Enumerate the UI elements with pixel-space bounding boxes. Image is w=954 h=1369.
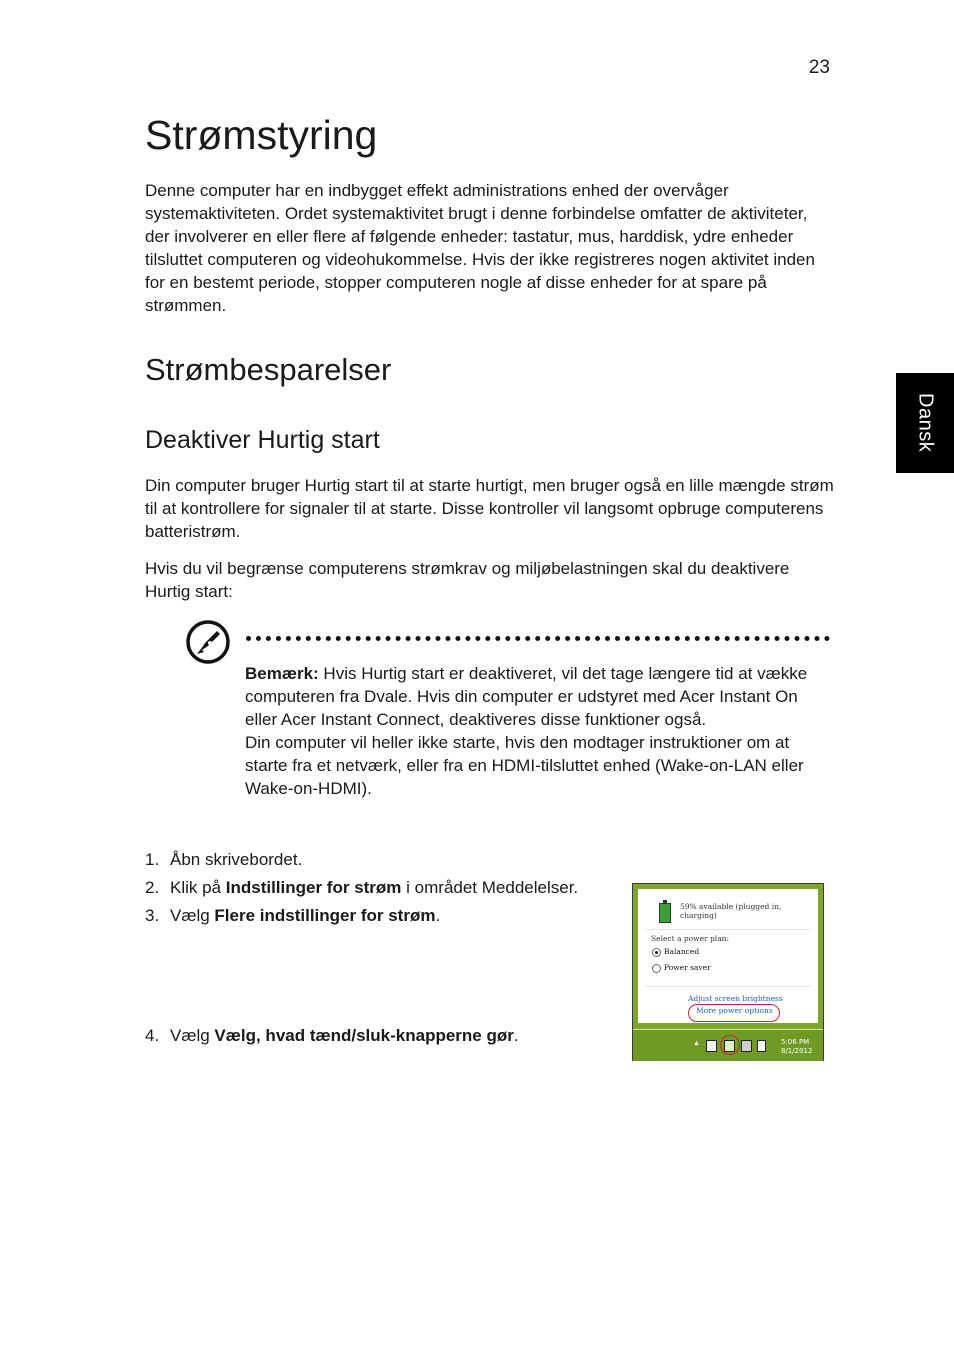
power-plan-label: Select a power plan: bbox=[651, 934, 730, 943]
step-text: Vælg bbox=[170, 1026, 215, 1045]
page-title: Strømstyring bbox=[145, 112, 378, 158]
step-bold-text: Indstillinger for strøm bbox=[225, 878, 402, 897]
note-divider bbox=[246, 636, 830, 641]
step-text-end: i området Meddelelser. bbox=[401, 878, 579, 897]
step-text-end: . bbox=[513, 1026, 519, 1045]
battery-status-line-2: charging) bbox=[680, 911, 717, 920]
highlight-circle bbox=[688, 1004, 780, 1022]
step-text: Åbn skrivebordet. bbox=[170, 850, 303, 869]
note-label: Bemærk: bbox=[245, 664, 319, 683]
language-tab-label: Dansk bbox=[914, 393, 937, 453]
step-text: Vælg bbox=[170, 906, 215, 925]
balanced-label: Balanced bbox=[664, 947, 700, 956]
taskbar-clock[interactable] bbox=[781, 1038, 812, 1056]
step-number: 3. bbox=[145, 906, 160, 925]
battery-status-line-1: 59% available (plugged in, bbox=[680, 902, 782, 911]
tray-network-icon[interactable] bbox=[741, 1040, 752, 1052]
step-number: 2. bbox=[145, 878, 160, 897]
popup-divider bbox=[645, 929, 811, 930]
section-title: Strømbesparelser bbox=[145, 352, 392, 387]
popup-divider bbox=[645, 986, 811, 987]
note-pen-icon bbox=[185, 619, 231, 665]
step-1 bbox=[145, 848, 302, 871]
highlight-circle bbox=[720, 1035, 740, 1055]
balanced-radio[interactable] bbox=[652, 948, 661, 957]
adjust-brightness-link[interactable]: Adjust screen brightness bbox=[688, 994, 783, 1003]
step-4 bbox=[145, 1024, 519, 1047]
clock-time: 5:06 PM bbox=[781, 1038, 810, 1046]
tray-volume-icon[interactable] bbox=[757, 1040, 766, 1052]
step-bold-text: Vælg, hvad tænd/sluk-knapperne gør bbox=[214, 1026, 514, 1045]
step-text: Klik på bbox=[170, 878, 226, 897]
clock-date: 8/1/2012 bbox=[781, 1047, 813, 1055]
language-tab bbox=[896, 373, 954, 473]
step-number: 1. bbox=[145, 850, 160, 869]
step-number: 4. bbox=[145, 1026, 160, 1045]
power-popup-panel bbox=[638, 889, 818, 1023]
page-number: 23 bbox=[808, 57, 830, 78]
intro-paragraph: Denne computer har en indbygget effekt administrations enhed der overvåger systemaktiviteten. Ordet systemaktivitet brugt i denne forbindelse omfatter de aktiviteter, der involverer en eller flere af følgende enheder: tastatur, mus, harddisk, ydre enheder tilsluttet computeren og videohukommelse. Hvis der ikke registreres nogen aktivitet inden for en bestemt periode, stopper computeren nogle af disse enheder for at spare på strømmen. bbox=[145, 181, 815, 315]
note-text-1: Hvis Hurtig start er deaktiveret, vil det tage længere tid at vække computeren fra Dvale. Hvis din computer er udstyret med Acer Instant On eller Acer Instant Connect, deaktiveres disse funktioner også. bbox=[245, 664, 808, 729]
battery-icon bbox=[659, 903, 671, 923]
power-saver-radio[interactable] bbox=[652, 964, 661, 973]
taskbar bbox=[633, 1029, 823, 1061]
step-3 bbox=[145, 904, 440, 927]
power-saver-label: Power saver bbox=[664, 963, 711, 972]
step-text-end: . bbox=[435, 906, 441, 925]
power-popup-screenshot bbox=[632, 883, 824, 1061]
step-bold-text: Flere indstillinger for strøm bbox=[214, 906, 436, 925]
subsection-title: Deaktiver Hurtig start bbox=[145, 426, 380, 454]
note-text-2: Din computer vil heller ikke starte, hvis den modtager instruktioner om at starte fra et netværk, eller fra en HDMI-tilsluttet enhed (Wake-on-LAN eller Wake-on-HDMI). bbox=[245, 733, 804, 798]
body-paragraph-2: Hvis du vil begrænse computerens strømkrav og miljøbelastningen skal du deaktivere Hurtig start: bbox=[145, 559, 790, 601]
more-power-options-link[interactable]: More power options bbox=[696, 1006, 773, 1015]
body-paragraph-1: Din computer bruger Hurtig start til at starte hurtigt, men bruger også en lille mængde strøm til at kontrollere for signaler til at starte. Disse kontroller vil langsomt opbruge computerens batteristrøm. bbox=[145, 476, 834, 541]
tray-expand-icon[interactable]: ▲ bbox=[693, 1040, 700, 1047]
step-2 bbox=[145, 876, 578, 899]
tray-flag-icon[interactable] bbox=[706, 1040, 717, 1052]
note-text bbox=[245, 662, 825, 800]
